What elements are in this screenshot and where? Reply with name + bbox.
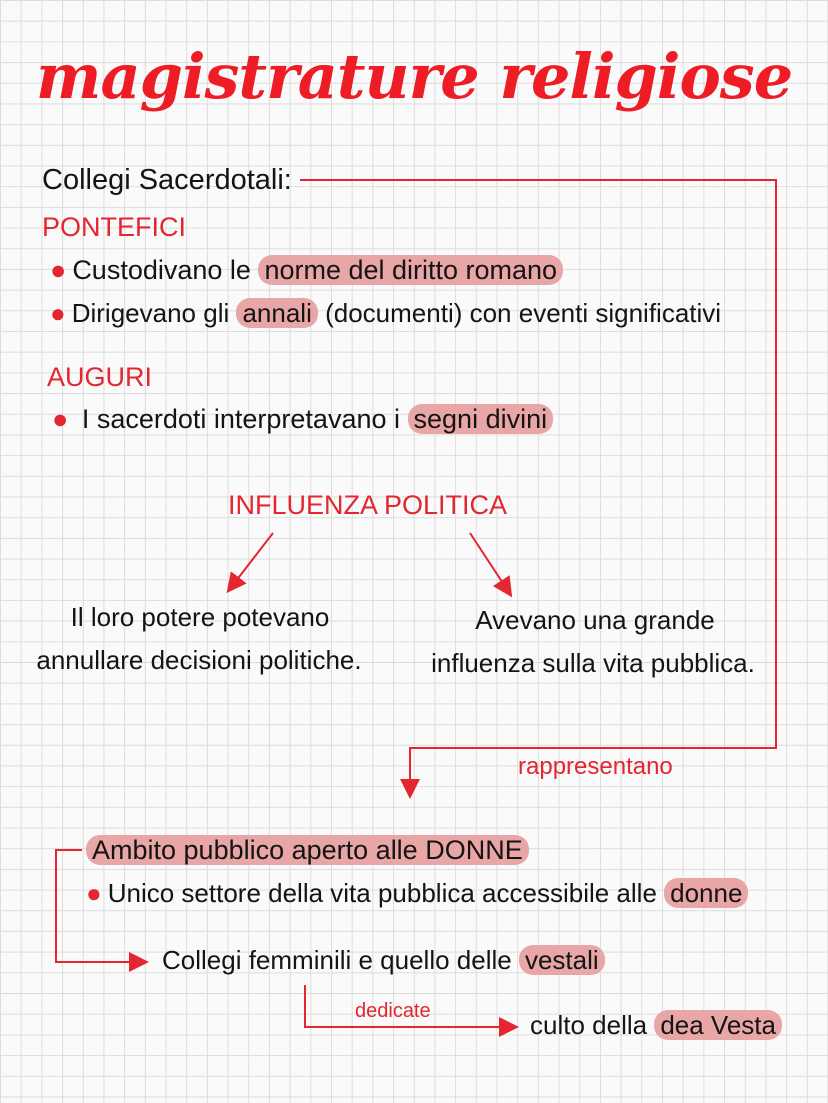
highlight: norme del diritto romano xyxy=(258,255,563,285)
rappresentano-label: rappresentano xyxy=(518,753,673,780)
influenza-right-1: Avevano una grande xyxy=(475,605,715,635)
bullet-icon: ● xyxy=(50,255,67,285)
bullet-icon: ● xyxy=(52,404,69,434)
page-title: magistrature religiose xyxy=(35,40,793,113)
influenza-left-1: Il loro potere potevano xyxy=(70,602,330,632)
highlight: annali xyxy=(236,298,317,328)
arrow-right xyxy=(470,533,510,594)
collegi-femminili: Collegi femminili e quello delle vestali xyxy=(162,945,605,976)
ambito-item-1: ● Unico settore della vita pubblica accessibile alle donne xyxy=(86,878,748,909)
pontefici-item-2: ● Dirigevano gli annali (documenti) con eventi significativi xyxy=(50,298,722,328)
highlight: segni divini xyxy=(408,404,554,434)
bullet-icon: ● xyxy=(86,878,102,908)
influenza-left-2: annullare decisioni politiche. xyxy=(36,645,362,675)
highlight: vestali xyxy=(519,945,605,975)
collegi-sacerdotali-label: Collegi Sacerdotali: xyxy=(42,164,292,196)
pontefici-heading: PONTEFICI xyxy=(42,212,187,242)
pontefici-item-1: ● Custodivano le norme del diritto romano xyxy=(50,255,563,286)
auguri-heading: AUGURI xyxy=(47,362,153,392)
highlight: Ambito pubblico aperto alle DONNE xyxy=(86,835,529,865)
arrow-left xyxy=(229,533,273,590)
culto-label: culto della dea Vesta xyxy=(530,1010,782,1041)
influenza-right-2: influenza sulla vita pubblica. xyxy=(431,648,755,678)
influenza-heading: INFLUENZA POLITICA xyxy=(228,490,508,520)
ambito-heading xyxy=(86,835,529,866)
highlight: donne xyxy=(664,878,748,908)
auguri-item-1: ● I sacerdoti interpretavano i segni divini xyxy=(52,404,553,435)
dedicate-label: dedicate xyxy=(355,1000,431,1022)
highlight: dea Vesta xyxy=(654,1010,782,1040)
bullet-icon: ● xyxy=(50,298,66,328)
